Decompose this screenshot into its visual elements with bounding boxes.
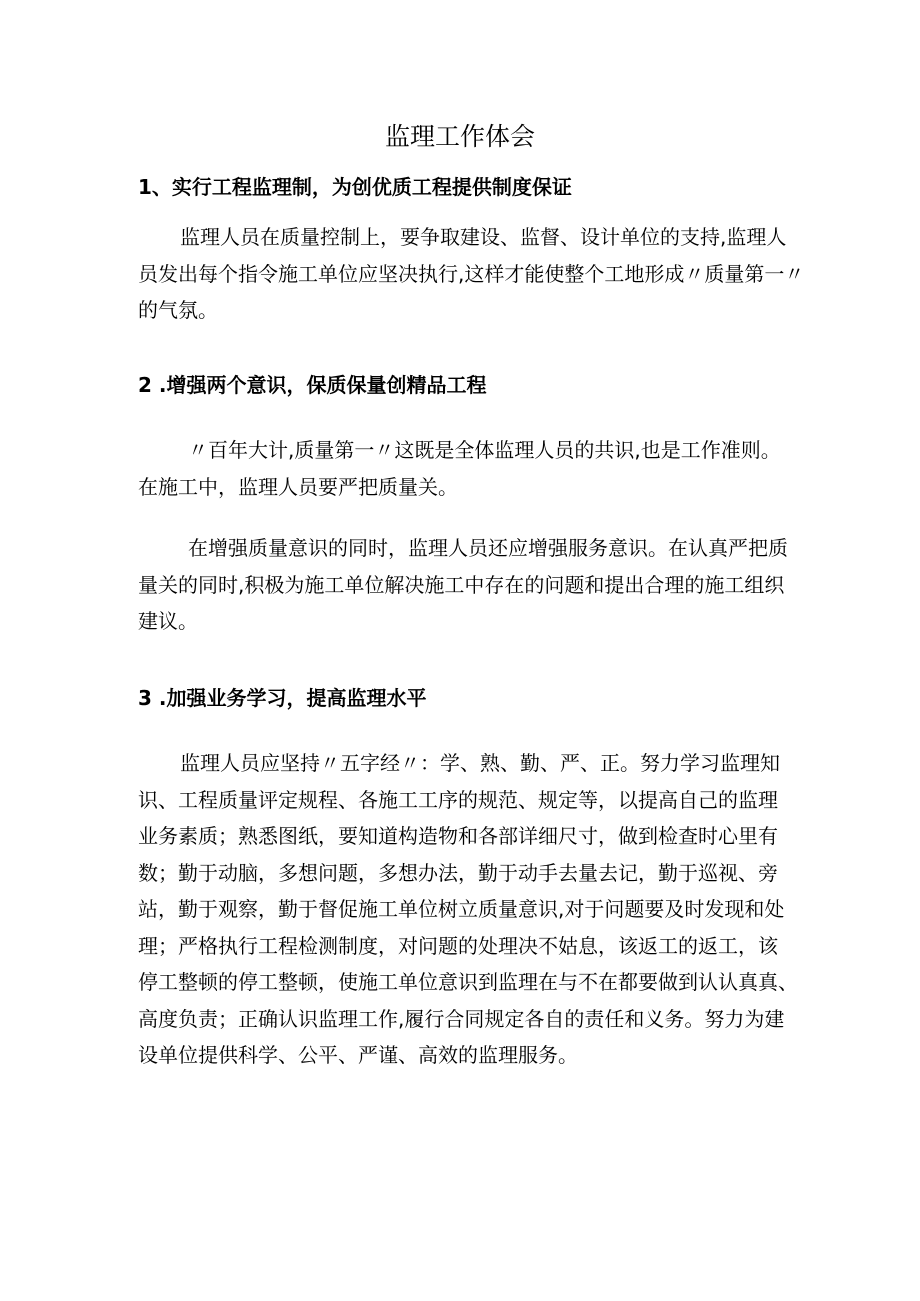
- document-title: 监理工作体会: [384, 122, 535, 151]
- paragraph-line: 〃百年大计,质量第一〃这既是全体监理人员的共识,也是工作准则。: [188, 438, 781, 462]
- paragraph-line: 数；勤于动脑，多想问题，多想办法，勤于动手去量去记，勤于巡视、旁: [138, 860, 778, 885]
- section-3-heading: 3 .加强业务学习，提高监理水平: [138, 686, 427, 710]
- paragraph-line: 量关的同时,积极为施工单位解决施工中存在的问题和提出合理的施工组织: [138, 572, 785, 597]
- section-3-paragraph-1: [138, 745, 798, 1074]
- paragraph-line: 员发出每个指令施工单位应坚决执行,这样才能使整个工地形成〃质量第一〃: [138, 261, 805, 286]
- paragraph-line: 停工整顿的停工整顿，使施工单位意识到监理在与不在都要做到认认真真、: [138, 970, 798, 994]
- paragraph-line: 建议。: [138, 609, 198, 633]
- section-2-heading: 2 .增强两个意识，保质保量创精品工程: [138, 373, 487, 397]
- section-1-paragraph-1: [138, 219, 805, 329]
- paragraph-line: 业务素质；熟悉图纸，要知道构造物和各部详细尺寸，做到检查时心里有: [138, 824, 778, 848]
- paragraph-line: 识、工程质量评定规程、各施工工序的规范、规定等，以提高自己的监理: [138, 787, 778, 812]
- paragraph-line: 高度负责；正确认识监理工作,履行合同规定各自的责任和义务。努力为建: [138, 1006, 785, 1031]
- section-2-paragraph-1: [138, 432, 788, 505]
- paragraph-line: 监理人员应坚持〃五字经〃：学、熟、勤、严、正。努力学习监理知: [180, 751, 780, 775]
- paragraph-line: 设单位提供科学、公平、严谨、高效的监理服务。: [138, 1043, 578, 1067]
- section-2-paragraph-2: [138, 530, 788, 640]
- paragraph-line: 理；严格执行工程检测制度，对问题的处理决不姑息，该返工的返工，该: [138, 933, 778, 958]
- paragraph-line: 站，勤于观察，勤于督促施工单位树立质量意识,对于问题要及时发现和处: [138, 897, 785, 921]
- paragraph-line: 监理人员在质量控制上，要争取建设、监督、设计单位的支持,监理人: [180, 225, 787, 249]
- section-1-heading: 1、实行工程监理制，为创优质工程提供制度保证: [138, 175, 572, 199]
- paragraph-line: 的气氛。: [138, 298, 218, 322]
- paragraph-line: 在施工中，监理人员要严把质量关。: [138, 474, 458, 499]
- paragraph-line: 在增强质量意识的同时，监理人员还应增强服务意识。在认真严把质: [188, 536, 788, 560]
